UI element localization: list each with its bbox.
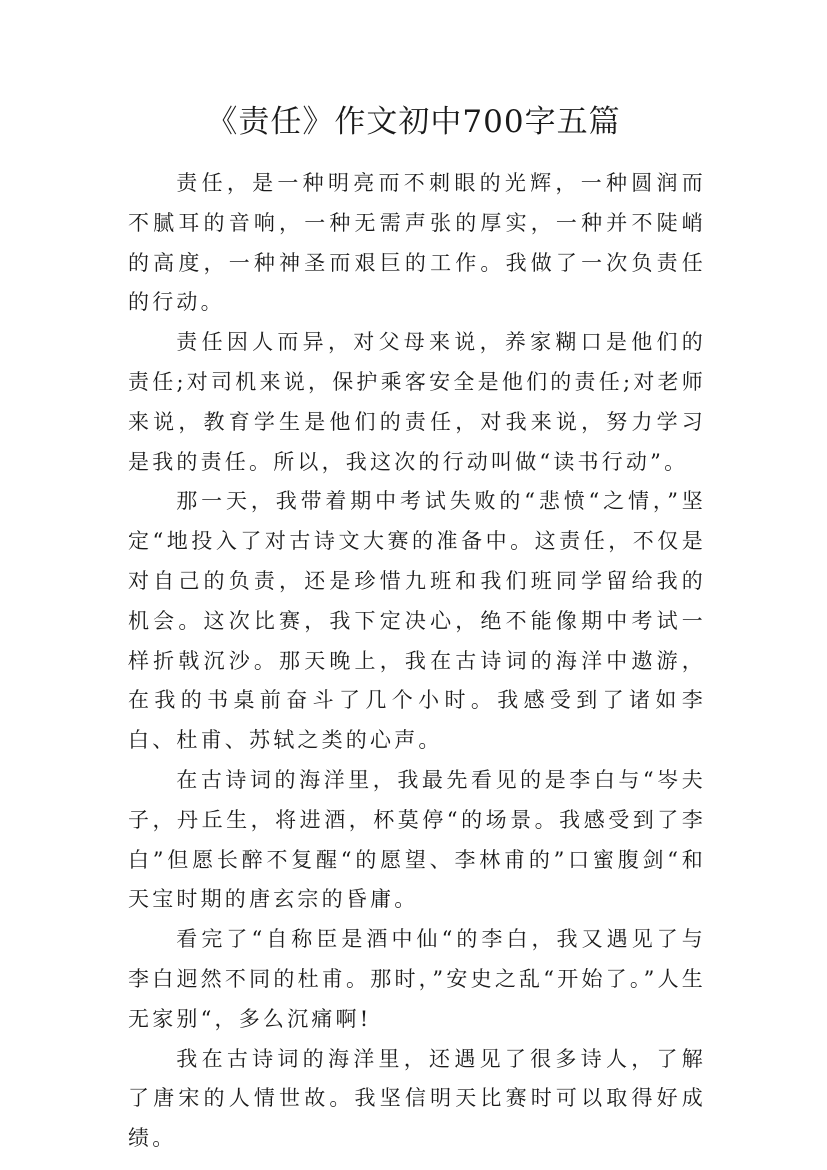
document-body [128, 164, 706, 1159]
document-title: 《责任》作文初中700字五篇 [206, 104, 621, 140]
paragraph-5: 看完了“自称臣是酒中仙“的李白，我又遇见了与李白迥然不同的杜甫。那时，”安史之乱“开始了。”人生无家别“，多么沉痛啊! [128, 927, 706, 1031]
paragraph-4: 在古诗词的海洋里，我最先看见的是李白与“岑夫子，丹丘生，将进酒，杯莫停“的场景。我感受到了李白”但愿长醉不复醒“的愿望、李林甫的”口蜜腹剑“和天宝时期的唐玄宗的昏庸。 [128, 767, 706, 912]
paragraph-2: 责任因人而异，对父母来说，养家糊口是他们的责任;对司机来说，保护乘客安全是他们的责任;对老师来说，教育学生是他们的责任，对我来说，努力学习是我的责任。所以，我这次的行动叫做“读书行动”。 [128, 330, 706, 474]
paragraph-6: 我在古诗词的海洋里，还遇见了很多诗人，了解了唐宋的人情世故。我坚信明天比赛时可以取得好成绩。 [128, 1046, 706, 1151]
paragraph-3: 那一天，我带着期中考试失败的“悲愤“之情，”坚定“地投入了对古诗文大赛的准备中。这责任，不仅是对自己的负责，还是珍惜九班和我们班同学留给我的机会。这次比赛，我下定决心，绝不能像期中考试一样折戟沉沙。那天晚上，我在古诗词的海洋中遨游，在我的书桌前奋斗了几个小时。我感受到了诸如李白、杜甫、苏轼之类的心声。 [128, 489, 706, 753]
paragraph-1: 责任，是一种明亮而不刺眼的光辉，一种圆润而不腻耳的音响，一种无需声张的厚实，一种并不陡峭的高度，一种神圣而艰巨的工作。我做了一次负责任的行动。 [128, 171, 706, 315]
